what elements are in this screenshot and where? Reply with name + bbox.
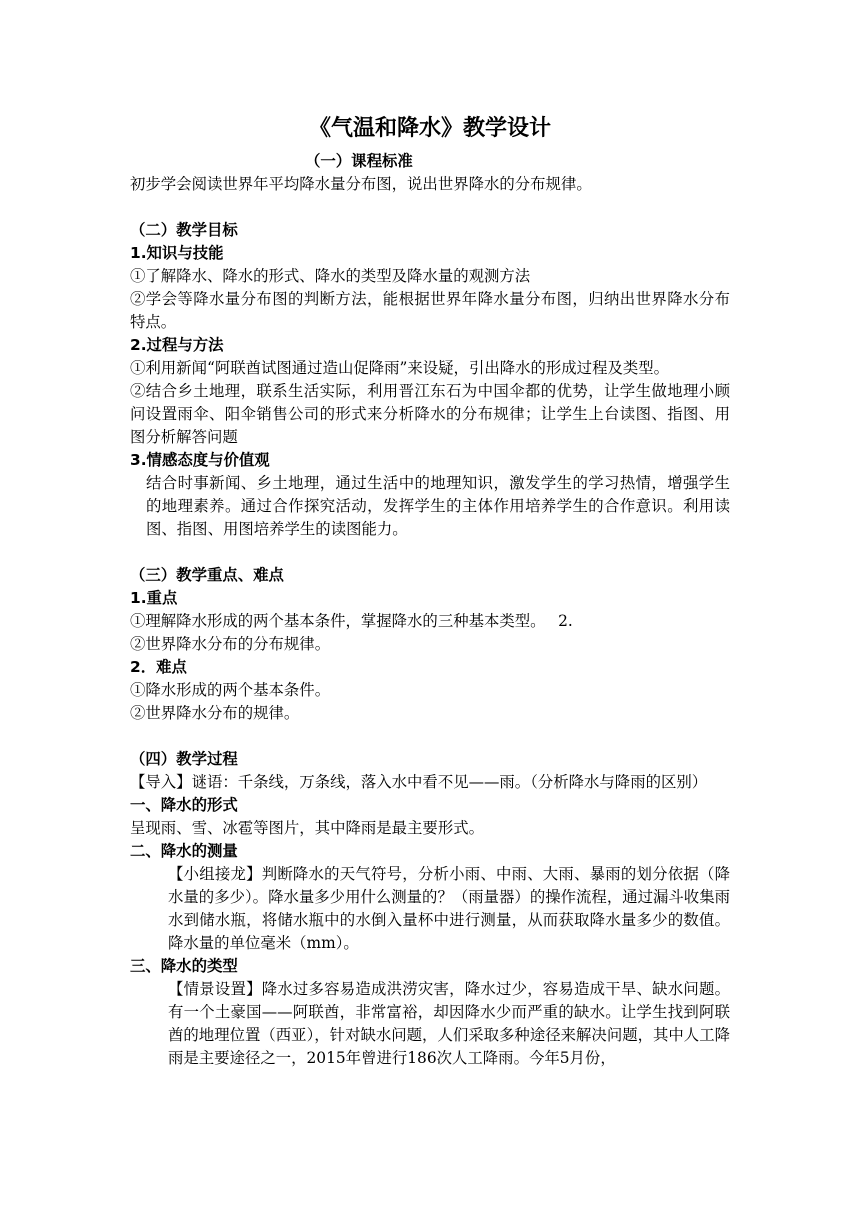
- section-heading-process: （四）教学过程: [130, 750, 238, 768]
- objective-heading-knowledge: 1.知识与技能: [130, 244, 224, 262]
- objective-heading-attitude: 3.情感态度与价值观: [130, 451, 270, 469]
- section-heading-curriculum: （一）课程标准: [305, 152, 413, 170]
- process-heading-types: 三、降水的类型: [130, 957, 238, 975]
- section-heading-key-points: （三）教学重点、难点: [130, 566, 284, 584]
- curriculum-text: 初步学会阅读世界年平均降水量分布图，说出世界降水的分布规律。: [130, 175, 592, 193]
- difficult-point-item: ①降水形成的两个基本条件。: [130, 681, 331, 699]
- process-heading-measurement: 二、降水的测量: [130, 842, 238, 860]
- objective-paragraph: 结合时事新闻、乡土地理，通过生活中的地理知识，激发学生的学习热情，增强学生的地理素养。通过合作探究活动，发挥学生的主体作用培养学生的合作意识。利用读图、指图、用图培养学生的读图能力。: [146, 474, 730, 538]
- difficult-point-item: ②世界降水分布的规律。: [130, 704, 300, 722]
- forms-text: 呈现雨、雪、冰雹等图片，其中降雨是最主要形式。: [130, 819, 484, 837]
- document-page: [130, 112, 730, 1070]
- process-heading-forms: 一、降水的形式: [130, 796, 238, 814]
- measurement-paragraph: 【小组接龙】判断降水的天气符号，分析小雨、中雨、大雨、暴雨的划分依据（降水量的多少）。降水量多少用什么测量的？（雨量器）的操作流程，通过漏斗收集雨水到储水瓶，将储水瓶中的水倒入量杯中进行测量，从而获取降水量多少的数值。降水量的单位毫米（mm）。: [168, 865, 730, 952]
- types-paragraph: 【情景设置】降水过多容易造成洪涝灾害，降水过少，容易造成干旱、缺水问题。有一个土豪国——阿联酋，非常富裕，却因降水少而严重的缺水。让学生找到阿联酋的地理位置（西亚），针对缺水问题，人们采取多种途径来解决问题，其中人工降雨是主要途径之一，2015年曾进行186次人工降雨。今年5月份，: [168, 980, 730, 1067]
- objective-item: ①利用新闻“阿联酋试图通过造山促降雨”来设疑，引出降水的形成过程及类型。: [130, 359, 670, 377]
- key-point-item: ②世界降水分布的分布规律。: [130, 635, 331, 653]
- key-point-item: ①理解降水形成的两个基本条件，掌握降水的三种基本类型。 2.: [130, 612, 573, 630]
- objective-heading-process: 2.过程与方法: [130, 336, 224, 354]
- document-title: 《气温和降水》教学设计: [308, 116, 551, 141]
- objective-item: ②结合乡土地理，联系生活实际，利用晋江东石为中国伞都的优势，让学生做地理小顾问设置雨伞、阳伞销售公司的形式来分析降水的分布规律；让学生上台读图、指图、用图分析解答问题: [130, 382, 730, 446]
- spacer: [130, 541, 730, 564]
- section-heading-objectives: （二）教学目标: [130, 221, 238, 239]
- spacer: [130, 196, 730, 219]
- intro-paragraph: 【导入】谜语：千条线，万条线，落入水中看不见——雨。（分析降水与降雨的区别）: [130, 773, 708, 791]
- difficult-points-heading: 2．难点: [130, 658, 187, 676]
- objective-item: ①了解降水、降水的形式、降水的类型及降水量的观测方法: [130, 267, 531, 285]
- key-points-heading: 1.重点: [130, 589, 178, 607]
- objective-item: ②学会等降水量分布图的判断方法，能根据世界年降水量分布图，归纳出世界降水分布特点。: [130, 290, 730, 331]
- spacer: [130, 725, 730, 748]
